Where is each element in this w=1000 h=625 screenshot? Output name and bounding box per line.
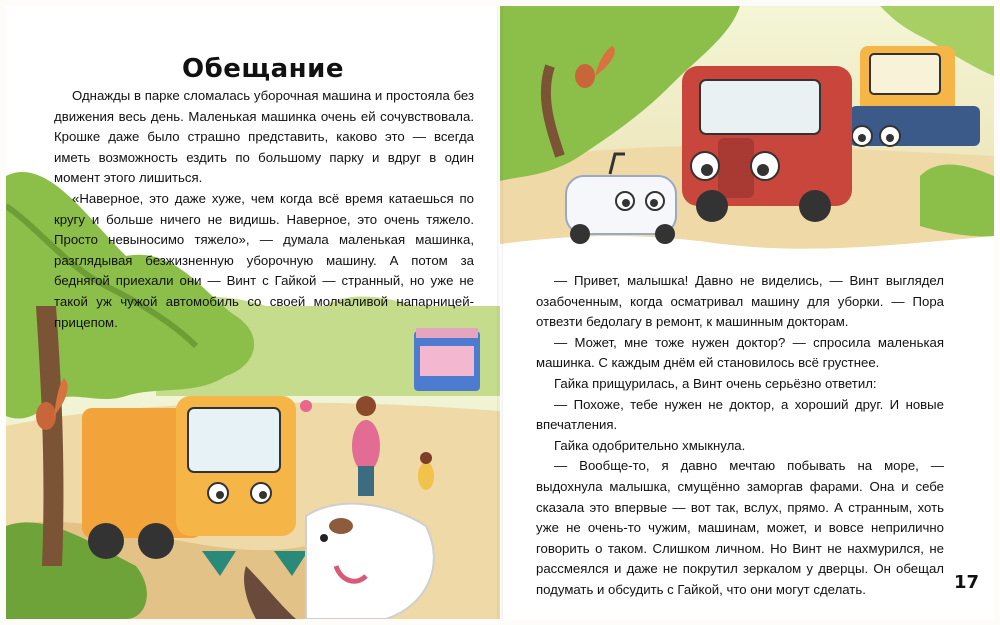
- paragraph: — Вообще-то, я давно мечтаю побывать на море, — выдохнула малышка, смущённо заморгав фарами. Она и себе сказала это впервые — вот так, вслух, прямо. А странным, хоть уже не очень-то чужим, машинам, может, и вовсе неприлично говорить о таком. Слишком личном. Но Винт не нахмурился, не рассмеялся и даже не покрутил зеркалом у дверцы. Он обещал подумать и обсудить с Гайкой, что они могут сделать.: [536, 458, 944, 597]
- paragraph: Однажды в парке сломалась уборочная машина и простояла без движения весь день. Маленькая машинка очень ей сочувствовала. Крошке даже было страшно представить, каково это — всегда иметь возможность ездить по большому парку и вдруг в один момент этого лишиться.: [54, 88, 474, 186]
- paragraph: — Может, мне тоже нужен доктор? — спросила маленькая машинка. С каждым днём ей становилось всё грустнее.: [536, 334, 944, 371]
- paragraph: Гайка одобрительно хмыкнула.: [554, 437, 746, 453]
- right-page-text: [536, 271, 944, 601]
- left-page-text: [54, 86, 474, 333]
- paragraph: — Похоже, тебе нужен не доктор, а хороший друг. И новые впечатления.: [536, 396, 944, 433]
- page-title: Обещание: [182, 54, 344, 84]
- park-illustration-right: [500, 6, 994, 256]
- book-gutter: [497, 6, 503, 619]
- paragraph: Гайка прищурилась, а Винт очень серьёзно ответил:: [554, 375, 877, 391]
- page-number: 17: [954, 572, 980, 593]
- illustration-red-truck: [682, 66, 852, 222]
- paragraph: — Привет, малышка! Давно не виделись, — Винт выглядел озабоченным, когда осматривал машину для уборки. — Пора отвезти бедолагу в ремонт, к машинным докторам.: [536, 273, 944, 330]
- paragraph: «Наверное, это даже хуже, чем когда всё время катаешься по кругу и больше ничего не видишь. Наверное, это очень тяжело. Просто невыносимо тяжело», — думала маленькая машинка, разглядывая безжизненную уборочную машину. А потом за беднягой приехали они — Винт с Гайкой — странный, но уже не такой уж чужой автомобиль со своей молчаливой напарницей-прицепом.: [54, 190, 474, 330]
